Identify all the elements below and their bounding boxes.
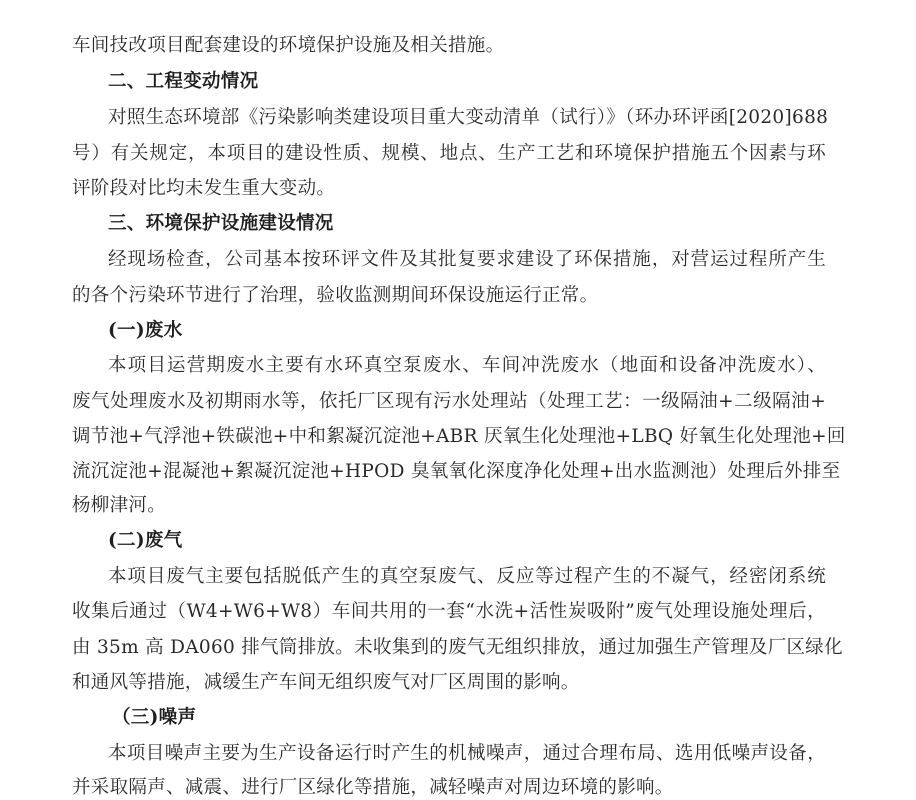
paragraph-line: 本项目废气主要包括脱低产生的真空泵废气、反应等过程产生的不凝气，经密闭系统 — [108, 566, 826, 587]
section-heading-project-changes: 二、工程变动情况 — [108, 71, 259, 92]
section-heading-env-facilities: 三、环境保护设施建设情况 — [108, 213, 334, 234]
paragraph-line: 由 35m 高 DA060 排气筒排放。未收集到的废气无组织排放，通过加强生产管理及厂区绿化 — [72, 637, 843, 658]
paragraph-line: 的各个污染环节进行了治理，验收监测期间环保设施运行正常。 — [72, 285, 599, 306]
subsection-heading-wastewater: (一)废水 — [108, 320, 183, 341]
paragraph-line: 和通风等措施，减缓生产车间无组织废气对厂区周围的影响。 — [72, 672, 580, 693]
paragraph-line: 本项目运营期废水主要有水环真空泵废水、车间冲洗废水（地面和设备冲洗废水）、 — [108, 355, 826, 376]
paragraph-line: 评阶段对比均未发生重大变动。 — [72, 178, 336, 199]
paragraph-line: 本项目噪声主要为生产设备运行时产生的机械噪声，通过合理布局、选用低噪声设备， — [108, 743, 826, 764]
paragraph-line: 对照生态环境部《污染影响类建设项目重大变动清单（试行）》（环办环评函[2020]688 — [108, 107, 829, 128]
paragraph-line: 流沉淀池+混凝池+絮凝沉淀池+HPOD 臭氧氧化深度净化处理+出水监测池）处理后外排至 — [72, 461, 841, 482]
paragraph-line: 调节池+气浮池+铁碳池+中和絮凝沉淀池+ABR 厌氧生化处理池+LBQ 好氧生化处理池+回 — [72, 426, 846, 447]
paragraph-line: 车间技改项目配套建设的环境保护设施及相关措施。 — [72, 35, 505, 56]
subsection-heading-waste-gas: (二)废气 — [108, 530, 183, 551]
paragraph-line: 经现场检查，公司基本按环评文件及其批复要求建设了环保措施，对营运过程所产生 — [108, 249, 826, 270]
paragraph-line: 收集后通过（W4+W6+W8）车间共用的一套“水洗+活性炭吸附”废气处理设施处理后， — [72, 601, 826, 622]
paragraph-line: 号）有关规定，本项目的建设性质、规模、地点、生产工艺和环境保护措施五个因素与环 — [72, 143, 826, 164]
paragraph-line: 杨柳津河。 — [72, 495, 167, 516]
paragraph-line: 并采取隔声、减震、进行厂区绿化等措施，减轻噪声对周边环境的影响。 — [72, 777, 674, 798]
paragraph-line: 废气处理废水及初期雨水等，依托厂区现有污水处理站（处理工艺：一级隔油+二级隔油+ — [72, 391, 826, 412]
subsection-heading-noise: （三)噪声 — [112, 707, 197, 728]
